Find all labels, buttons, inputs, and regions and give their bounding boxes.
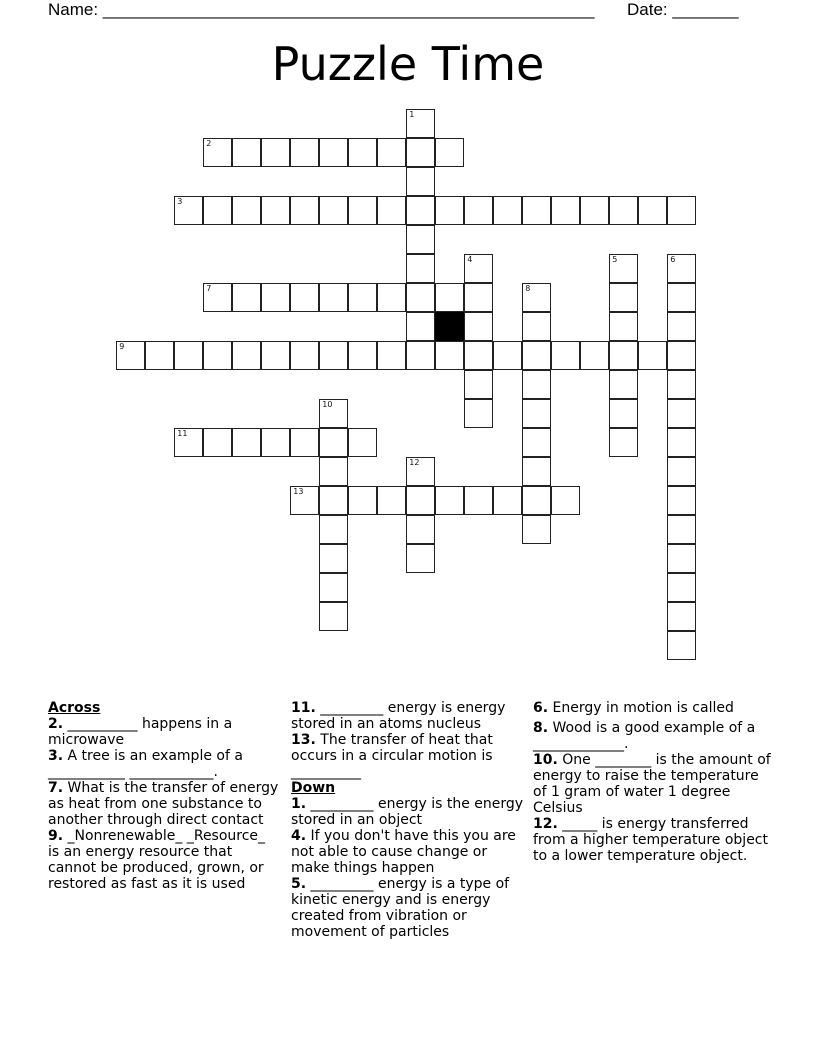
crossword-cell[interactable]: [580, 341, 609, 370]
clue-text: The transfer of heat that occurs in a circular motion is __________: [291, 732, 493, 780]
clue-text: Energy in motion is called: [548, 700, 734, 716]
crossword-cell[interactable]: [406, 283, 435, 312]
crossword-cell[interactable]: [493, 341, 522, 370]
crossword-cell[interactable]: [464, 283, 493, 312]
crossword-cell[interactable]: [377, 196, 406, 225]
crossword-cell[interactable]: [377, 283, 406, 312]
clue-down-1: [291, 796, 526, 828]
crossword-cell[interactable]: [464, 312, 493, 341]
crossword-cell[interactable]: [319, 602, 348, 631]
crossword-cell[interactable]: [464, 196, 493, 225]
crossword-cell[interactable]: [522, 283, 551, 312]
crossword-cell[interactable]: [203, 138, 232, 167]
clue-down-8: [533, 720, 773, 752]
crossword-cell[interactable]: [290, 196, 319, 225]
crossword-cell[interactable]: [667, 602, 696, 631]
name-field-line[interactable]: Name: ____________________________________________________: [48, 0, 595, 19]
crossword-cell[interactable]: [406, 341, 435, 370]
clue-number-label: 10: [322, 400, 333, 410]
clue-number-label: 5: [612, 255, 618, 265]
clue-number: 9.: [48, 828, 64, 844]
crossword-cell[interactable]: [522, 515, 551, 544]
crossword-cell[interactable]: [203, 283, 232, 312]
clue-number-label: 3: [177, 197, 183, 207]
crossword-cell[interactable]: [290, 486, 319, 515]
crossword-cell[interactable]: [522, 486, 551, 515]
crossword-cell[interactable]: [174, 341, 203, 370]
crossword-cell[interactable]: [580, 196, 609, 225]
crossword-cell[interactable]: [203, 341, 232, 370]
clue-number: 12.: [533, 816, 558, 832]
crossword-cell[interactable]: [290, 428, 319, 457]
page-title: Puzzle Time: [271, 37, 545, 91]
crossword-cell[interactable]: [348, 486, 377, 515]
clue-down-12: [533, 816, 773, 864]
crossword-cell[interactable]: [406, 486, 435, 515]
crossword-cell[interactable]: [319, 341, 348, 370]
clues-column-2: [291, 700, 526, 940]
crossword-cell[interactable]: [406, 109, 435, 138]
crossword-cell[interactable]: [232, 196, 261, 225]
crossword-cell[interactable]: [638, 341, 667, 370]
clue-number-label: 2: [206, 139, 212, 149]
crossword-cell[interactable]: [319, 138, 348, 167]
crossword-cell[interactable]: [522, 428, 551, 457]
clue-down-10: [533, 752, 773, 816]
crossword-cell[interactable]: [174, 196, 203, 225]
crossword-cell[interactable]: [551, 486, 580, 515]
clue-number: 1.: [291, 796, 307, 812]
crossword-cell[interactable]: [667, 515, 696, 544]
crossword-cell[interactable]: [609, 312, 638, 341]
clue-text: _Nonrenewable_ _Resource_ is an energy resource that cannot be produced, grown, or restored as fast as it is used: [48, 828, 266, 892]
crossword-cell[interactable]: [638, 196, 667, 225]
crossword-cell[interactable]: [667, 370, 696, 399]
crossword-cell[interactable]: [406, 515, 435, 544]
crossword-cell[interactable]: [319, 544, 348, 573]
crossword-cell[interactable]: [377, 341, 406, 370]
crossword-cell[interactable]: [232, 283, 261, 312]
clue-number: 6.: [533, 700, 549, 716]
crossword-cell[interactable]: [609, 254, 638, 283]
crossword-cell[interactable]: [435, 341, 464, 370]
clue-across-3: [48, 748, 280, 780]
clue-number-label: 9: [119, 342, 125, 352]
crossword-cell[interactable]: [261, 428, 290, 457]
clue-text: If you don't have this you are not able to cause change or make things happen: [291, 828, 516, 876]
crossword-cell[interactable]: [406, 544, 435, 573]
clue-text: _________ energy is energy stored in an atoms nucleus: [291, 700, 506, 732]
crossword-cell[interactable]: [232, 428, 261, 457]
crossword-cell[interactable]: [667, 196, 696, 225]
crossword-cell[interactable]: [406, 225, 435, 254]
crossword-cell[interactable]: [667, 631, 696, 660]
clue-down-5: [291, 876, 526, 940]
clue-text: Wood is a good example of a _____________.: [533, 720, 756, 752]
crossword-cell[interactable]: [406, 167, 435, 196]
crossword-cell[interactable]: [522, 312, 551, 341]
crossword-cell[interactable]: [667, 399, 696, 428]
crossword-cell[interactable]: [609, 196, 638, 225]
clue-down-6: [533, 700, 773, 716]
crossword-cell[interactable]: [667, 428, 696, 457]
crossword-cell[interactable]: [522, 457, 551, 486]
crossword-cell[interactable]: [406, 138, 435, 167]
crossword-cell[interactable]: [667, 312, 696, 341]
crossword-cell[interactable]: [522, 399, 551, 428]
clue-number: 5.: [291, 876, 307, 892]
clue-text: _____ is energy transferred from a higher temperature object to a lower temperature object.: [533, 816, 768, 864]
clue-number-label: 12: [409, 458, 420, 468]
clue-across-11: [291, 700, 526, 732]
clue-text: A tree is an example of a ___________ ____________.: [48, 748, 243, 780]
clue-number: 11.: [291, 700, 316, 716]
crossword-cell[interactable]: [319, 515, 348, 544]
clue-number-label: 11: [177, 429, 188, 439]
crossword-cell[interactable]: [464, 399, 493, 428]
crossword-cell[interactable]: [493, 196, 522, 225]
crossword-cell[interactable]: [667, 283, 696, 312]
down-heading: Down: [291, 780, 336, 796]
crossword-cell[interactable]: [667, 573, 696, 602]
crossword-cell[interactable]: [203, 196, 232, 225]
clue-text: __________ happens in a microwave: [48, 716, 233, 748]
clues-column-3: [533, 700, 773, 864]
crossword-cell[interactable]: [406, 312, 435, 341]
crossword-cell[interactable]: [551, 196, 580, 225]
crossword-cell[interactable]: [406, 457, 435, 486]
blocked-cell: [435, 312, 464, 341]
clue-number: 8.: [533, 720, 549, 736]
clue-number-label: 6: [670, 255, 676, 265]
clue-across-7: [48, 780, 280, 828]
crossword-cell[interactable]: [522, 196, 551, 225]
across-heading: Across: [48, 700, 101, 716]
crossword-cell[interactable]: [522, 370, 551, 399]
crossword-cell[interactable]: [116, 341, 145, 370]
date-field-line[interactable]: Date: _______: [627, 0, 739, 19]
crossword-cell[interactable]: [667, 457, 696, 486]
clue-number-label: 8: [525, 284, 531, 294]
crossword-cell[interactable]: [348, 428, 377, 457]
clue-across-2: [48, 716, 280, 748]
crossword-cell[interactable]: [290, 341, 319, 370]
crossword-cell[interactable]: [319, 428, 348, 457]
crossword-cell[interactable]: [464, 254, 493, 283]
clue-across-13: [291, 732, 526, 780]
crossword-cell[interactable]: [319, 457, 348, 486]
clue-text: One ________ is the amount of energy to raise the temperature of 1 gram of water 1 degree Celsius: [533, 752, 771, 816]
crossword-cell[interactable]: [348, 341, 377, 370]
crossword-cell[interactable]: [319, 573, 348, 602]
crossword-cell[interactable]: [319, 196, 348, 225]
crossword-cell[interactable]: [319, 399, 348, 428]
crossword-cell[interactable]: [609, 428, 638, 457]
clues-column-1: [48, 700, 280, 892]
crossword-cell[interactable]: [406, 254, 435, 283]
crossword-cell[interactable]: [667, 341, 696, 370]
crossword-cell[interactable]: [290, 138, 319, 167]
crossword-cell[interactable]: [435, 486, 464, 515]
clue-down-4: [291, 828, 526, 876]
crossword-cell[interactable]: [348, 196, 377, 225]
clue-number: 10.: [533, 752, 558, 768]
clue-number-label: 4: [467, 255, 473, 265]
crossword-cell[interactable]: [232, 138, 261, 167]
crossword-cell[interactable]: [435, 196, 464, 225]
crossword-cell[interactable]: [319, 486, 348, 515]
crossword-cell[interactable]: [348, 138, 377, 167]
clue-text: _________ energy is the energy stored in an object: [291, 796, 524, 828]
crossword-cell[interactable]: [464, 486, 493, 515]
crossword-cell[interactable]: [232, 341, 261, 370]
crossword-cell[interactable]: [261, 341, 290, 370]
clue-number: 4.: [291, 828, 307, 844]
crossword-cell[interactable]: [203, 428, 232, 457]
clue-number-label: 1: [409, 110, 415, 120]
crossword-cell[interactable]: [493, 486, 522, 515]
clue-number: 3.: [48, 748, 64, 764]
crossword-cell[interactable]: [551, 341, 580, 370]
clue-number-label: 7: [206, 284, 212, 294]
crossword-cell[interactable]: [609, 341, 638, 370]
crossword-cell[interactable]: [406, 196, 435, 225]
crossword-cell[interactable]: [348, 283, 377, 312]
crossword-cell[interactable]: [435, 138, 464, 167]
crossword-cell[interactable]: [261, 283, 290, 312]
clue-text: _________ energy is a type of kinetic energy and is energy created from vibration or movement of particles: [291, 876, 510, 940]
crossword-cell[interactable]: [319, 283, 348, 312]
crossword-cell[interactable]: [145, 341, 174, 370]
crossword-cell[interactable]: [174, 428, 203, 457]
crossword-cell[interactable]: [261, 196, 290, 225]
crossword-cell[interactable]: [609, 283, 638, 312]
crossword-cell[interactable]: [377, 486, 406, 515]
clue-number: 13.: [291, 732, 316, 748]
crossword-cell[interactable]: [464, 370, 493, 399]
crossword-cell[interactable]: [261, 138, 290, 167]
clue-text: What is the transfer of energy as heat from one substance to another through direct contact: [48, 780, 279, 828]
crossword-cell[interactable]: [667, 544, 696, 573]
crossword-cell[interactable]: [464, 341, 493, 370]
clue-number: 7.: [48, 780, 64, 796]
crossword-cell[interactable]: [667, 486, 696, 515]
crossword-cell[interactable]: [609, 399, 638, 428]
crossword-cell[interactable]: [290, 283, 319, 312]
clue-number-label: 13: [293, 487, 304, 497]
crossword-cell[interactable]: [377, 138, 406, 167]
clue-across-9: [48, 828, 280, 892]
clue-number: 2.: [48, 716, 64, 732]
crossword-cell[interactable]: [609, 370, 638, 399]
crossword-cell[interactable]: [522, 341, 551, 370]
crossword-cell[interactable]: [667, 254, 696, 283]
crossword-cell[interactable]: [435, 283, 464, 312]
